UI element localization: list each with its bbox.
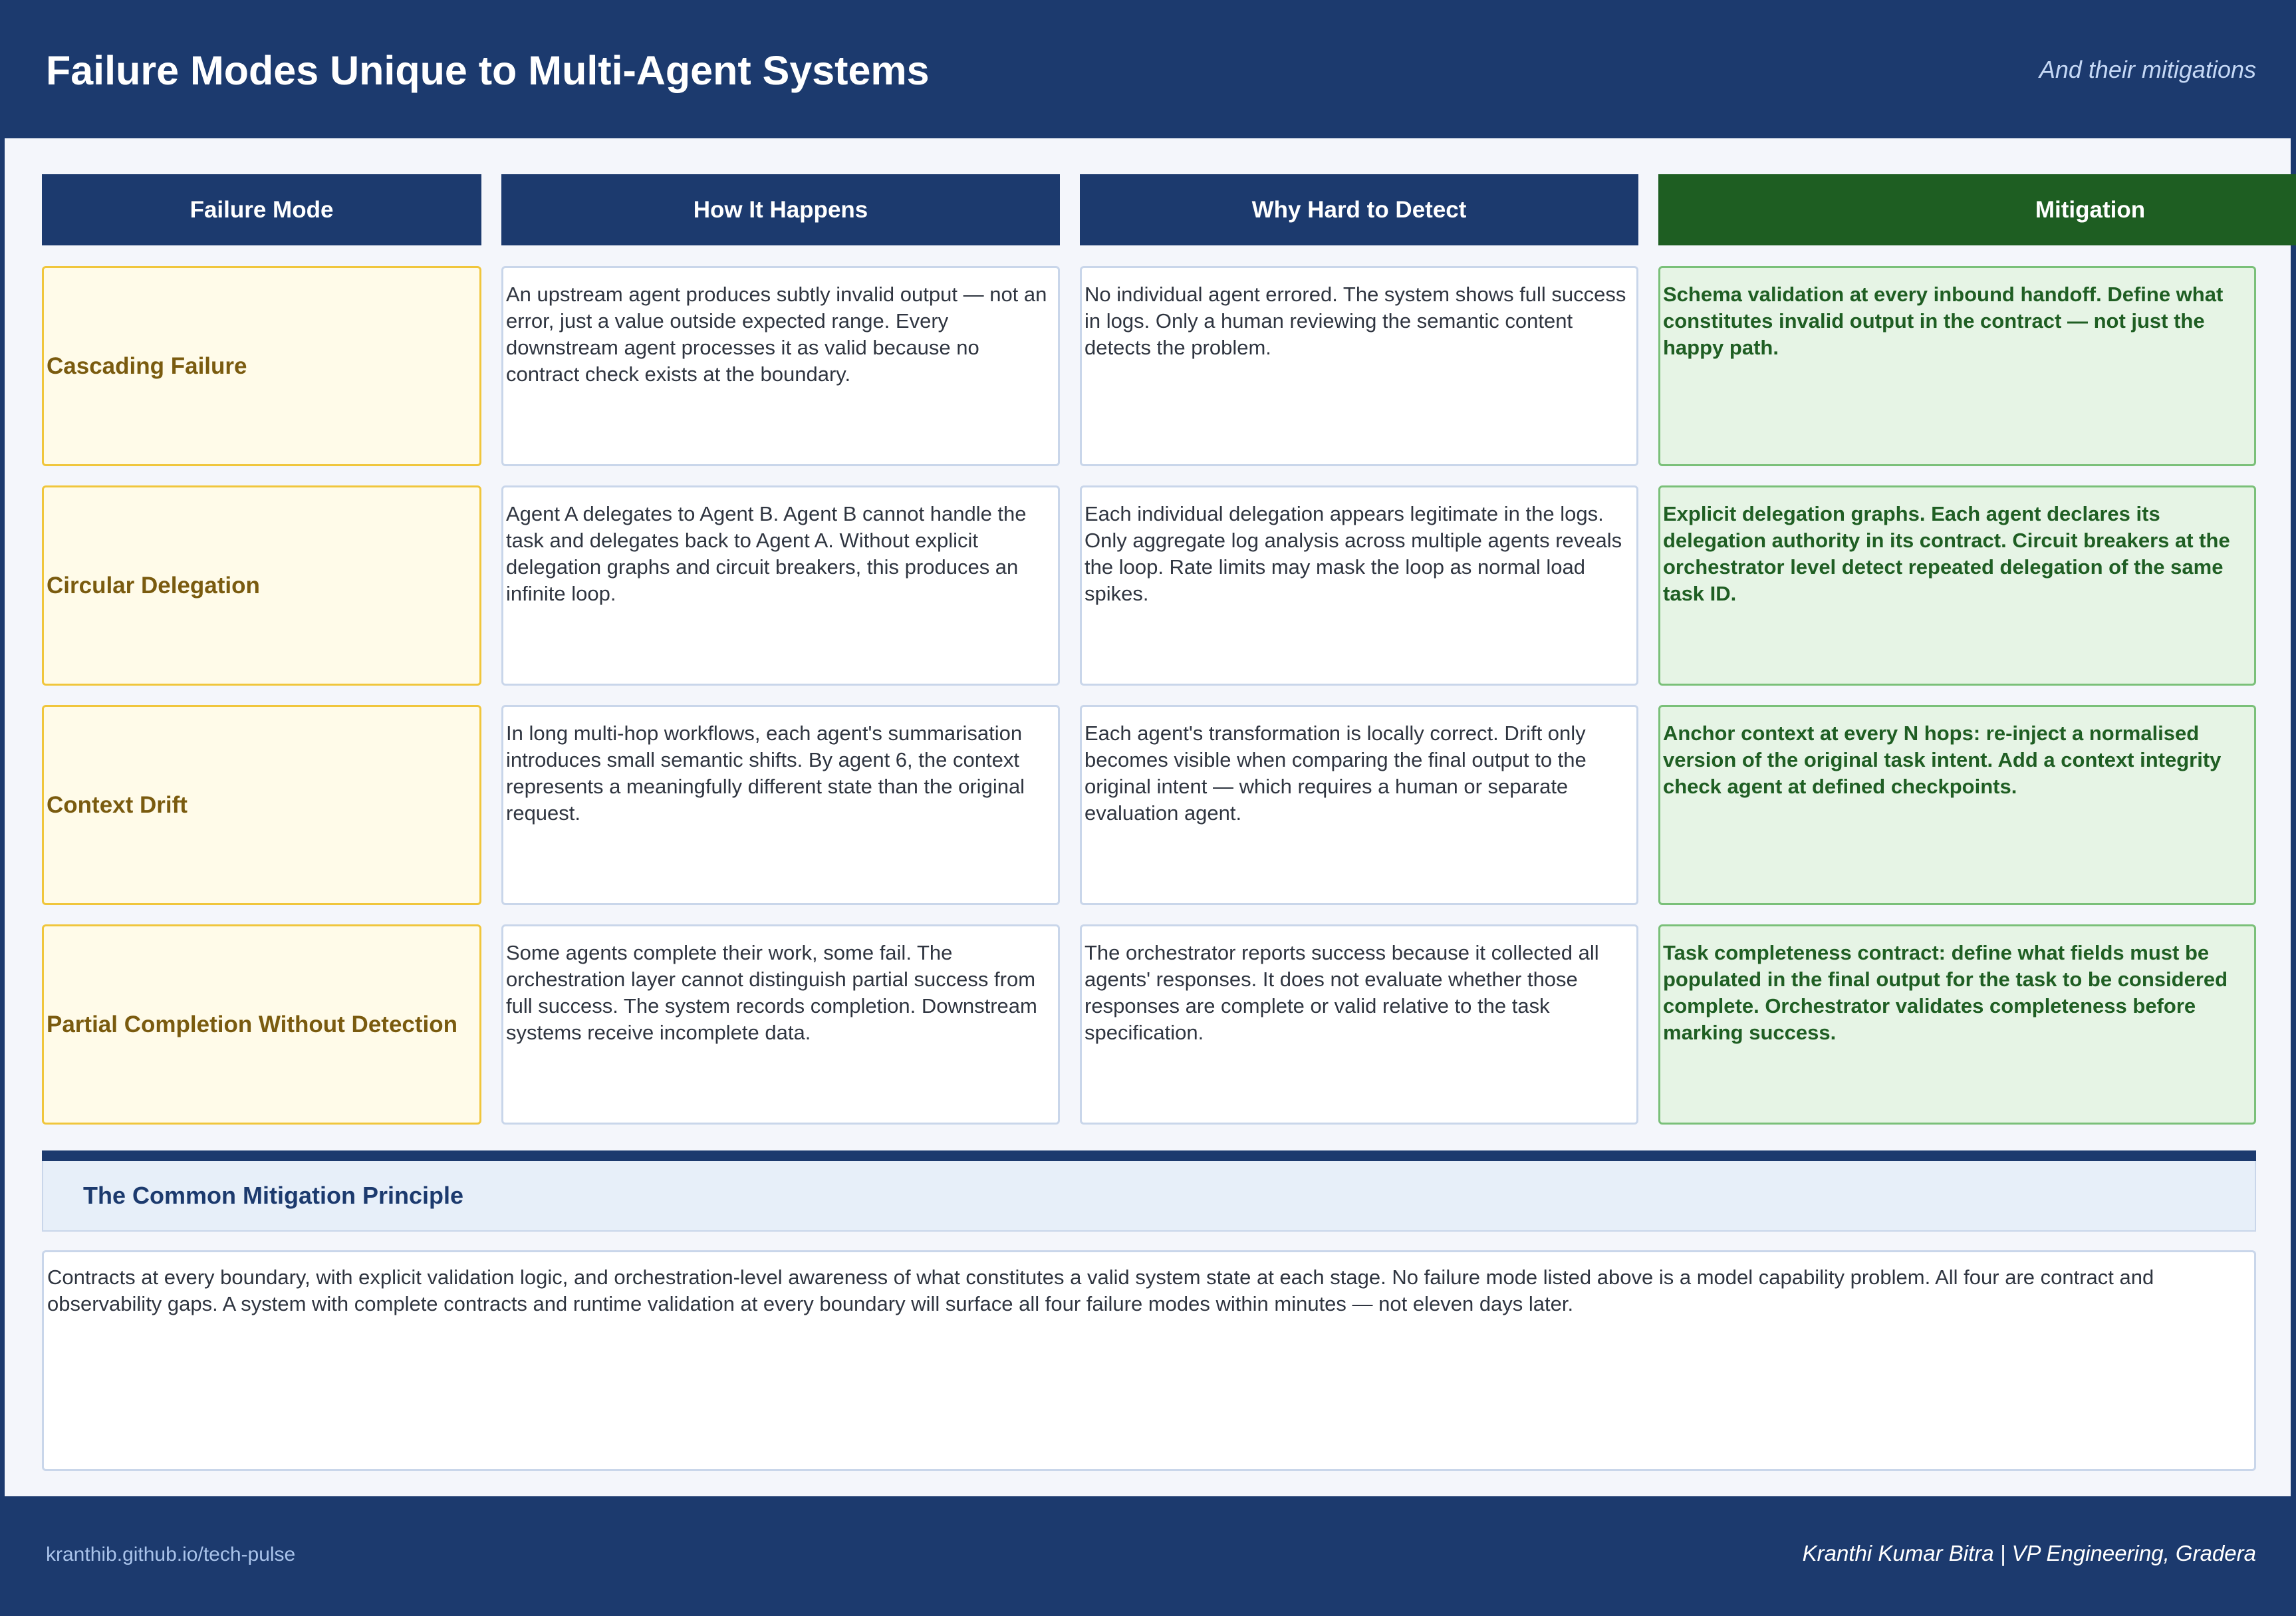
failure-mode-cell: Context Drift	[42, 705, 481, 905]
principle-header	[42, 1161, 2256, 1232]
failure-mode-cell: Partial Completion Without Detection	[42, 924, 481, 1125]
column-header-failure-mode: Failure Mode	[42, 174, 481, 245]
why-hard-to-detect-cell: Each individual delegation appears legitimate in the logs. Only aggregate log analysis across multiple agents reveals the loop. Rate limits may mask the loop as normal load spikes.	[1080, 485, 1638, 686]
column-header-how-it-happens: How It Happens	[501, 174, 1060, 245]
how-it-happens-cell: Agent A delegates to Agent B. Agent B cannot handle the task and delegates back to Agent A. Without explicit delegation graphs and circuit breakers, this produces an infinite loop.	[501, 485, 1060, 686]
page-title: Failure Modes Unique to Multi-Agent Systems	[46, 48, 930, 93]
footer-band	[0, 1496, 2296, 1616]
failure-mode-cell: Circular Delegation	[42, 485, 481, 686]
principle-accent-bar	[42, 1150, 2256, 1161]
mitigation-cell: Explicit delegation graphs. Each agent declares its delegation authority in its contract. Circuit breakers at the orchestrator level detect repeated delegation of the same task ID.	[1658, 485, 2256, 686]
mitigation-cell: Anchor context at every N hops: re-inject a normalised version of the original task intent. Add a context integrity check agent at defined checkpoints.	[1658, 705, 2256, 905]
principle-title: The Common Mitigation Principle	[83, 1182, 464, 1209]
column-header-why-hard-to-detect: Why Hard to Detect	[1080, 174, 1638, 245]
how-it-happens-cell: An upstream agent produces subtly invalid output — not an error, just a value outside expected range. Every downstream agent processes it as valid because no contract check exists at the boundary.	[501, 266, 1060, 466]
how-it-happens-cell: In long multi-hop workflows, each agent's summarisation introduces small semantic shifts. By agent 6, the context represents a meaningfully different state than the original request.	[501, 705, 1060, 905]
why-hard-to-detect-cell: Each agent's transformation is locally correct. Drift only becomes visible when comparing the final output to the original intent — which requires a human or separate evaluation agent.	[1080, 705, 1638, 905]
header-band	[0, 0, 2296, 138]
page-subtitle: And their mitigations	[2039, 56, 2256, 83]
column-header-mitigation: Mitigation	[1658, 174, 2296, 245]
footer-author: Kranthi Kumar Bitra | VP Engineering, Gradera	[1802, 1541, 2256, 1565]
principle-body: Contracts at every boundary, with explicit validation logic, and orchestration-level awareness of what constitutes a valid system state at each stage. No failure mode listed above is a model capability problem. All four are contract and observability gaps. A system with complete contracts and runtime validation at every boundary will surface all four failure modes within minutes — not eleven days later.	[42, 1250, 2256, 1471]
footer-url: kranthib.github.io/tech-pulse	[46, 1544, 296, 1565]
why-hard-to-detect-cell: The orchestrator reports success because it collected all agents' responses. It does not evaluate whether those responses are complete or valid relative to the task specification.	[1080, 924, 1638, 1125]
failure-mode-cell: Cascading Failure	[42, 266, 481, 466]
how-it-happens-cell: Some agents complete their work, some fail. The orchestration layer cannot distinguish partial success from full success. The system records completion. Downstream systems receive incomplete data.	[501, 924, 1060, 1125]
mitigation-cell: Schema validation at every inbound handoff. Define what constitutes invalid output in the contract — not just the happy path.	[1658, 266, 2256, 466]
why-hard-to-detect-cell: No individual agent errored. The system shows full success in logs. Only a human reviewing the semantic content detects the problem.	[1080, 266, 1638, 466]
mitigation-cell: Task completeness contract: define what fields must be populated in the final output for the task to be considered complete. Orchestrator validates completeness before marking success.	[1658, 924, 2256, 1125]
